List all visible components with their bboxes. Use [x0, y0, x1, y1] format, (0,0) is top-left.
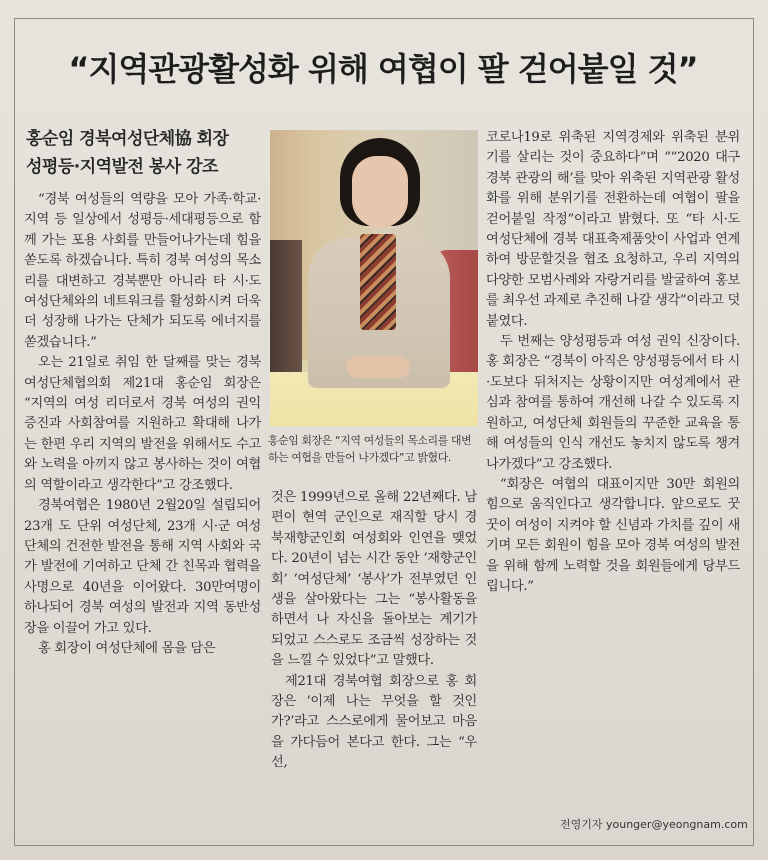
headline: “지역관광활성화 위해 여협이 팔 걷어붙일 것” — [68, 50, 698, 88]
paragraph: 것은 1999년으로 올해 22년째다. 남편이 현역 군인으로 재직할 당시 경북재향군인회 여성회와 인연을 맺었다. 20년이 넘는 시간 동안 ‘재향군인회’ ‘여성단체’ ‘봉사’가 전부였던 인생을 살아왔다는 그는 “봉사활동을 하면서 나 자신을 돌아보는 계기가 되었고 스스로도 조금씩 성장하는 것을 느낄 수 있었다”고 말했다. — [271, 490, 477, 669]
photo-caption: 홍순임 회장은 “지역 여성들의 목소리를 대변하는 여협을 만들어 나가겠다”고 밝혔다. — [268, 434, 472, 464]
paragraph: 홍 회장이 여성단체에 몸을 담은 — [38, 640, 216, 656]
article-column-1 — [24, 190, 261, 659]
paragraph: 두 번째는 양성평등과 여성 권익 신장이다. 홍 회장은 “경북이 아직은 양성평등에서 타 시·도보다 뒤처지는 상황이지만 여성계에서 관심과 참여를 통하여 개선해 나갈 수 있도록 지원하고, 여성단체 회원들의 꾸준한 교육을 통해 여성들의 인식 개선도 놓치지 않도록 챙겨 나가겠다”고 강조했다. — [486, 334, 740, 472]
article-column-2 — [271, 488, 477, 774]
portrait-photo — [270, 130, 478, 426]
paragraph: 오는 21일로 취임 한 달째를 맞는 경북여성단체협의회 제21대 홍순임 회장은 “지역의 여성 리더로서 경북 여성의 권익증진과 사회참여를 지원하고 확대해 나가는 한편 우리 지역의 발전을 위해서도 수고와 노력을 아끼지 않고 봉사하는 것이 여협의 역할이라고 생각한다”고 강조했다. — [24, 355, 261, 493]
subheadline-2: 성평등·지역발전 봉사 강조 — [26, 157, 218, 177]
byline: 전영기자 younger@yeongnam.com — [560, 818, 748, 831]
paragraph: 제21대 경북여협 회장으로 홍 회장은 ‘이제 나는 무엇을 할 것인가?’라고 스스로에게 물어보고 마음을 가다듬어 본다고 한다. 그는 “우선, — [271, 673, 477, 771]
paragraph: 경북여협은 1980년 2월20일 설립되어 23개 도 단위 여성단체, 23개 시·군 여성단체의 건전한 발전을 통해 지역 사회와 국가 발전에 기여하고 단체 간 친목과 협력을 사명으로 40년을 이어왔다. 30만여명이 하나되어 경북 여성의 발전과 지역 동반성장을 이끌어 가고 있다. — [24, 498, 261, 636]
paragraph: “경북 여성들의 역량을 모아 가족·학교·지역 등 일상에서 성평등·세대평등으로 함께 가는 포용 사회를 만들어나가는데 힘을 쏟도록 하겠습니다. 특히 경북 여성의 목소리를 대변하고 경북뿐만 아니라 타 시·도 여성단체와의 네트워크를 활성화시켜 더욱더 성장해 나가는 단체가 되도록 에너지를 쏟겠습니다.” — [24, 192, 261, 350]
paragraph: “회장은 여협의 대표이지만 30만 회원의 힘으로 움직인다고 생각합니다. 앞으로도 꿋꿋이 여성이 지켜야 할 신념과 가치를 깊이 새기며 모든 회원이 힘을 모아 경북 여성의 발전을 위해 함께 노력할 것을 회원들에게 당부드립니다.” — [486, 476, 740, 594]
subheadline-1: 홍순임 경북여성단체協 회장 — [26, 129, 229, 149]
paragraph: 코로나19로 위축된 지역경제와 위축된 분위기를 살리는 것이 중요하다”며 ““2020 대구경북 관광의 해’를 맞아 위축된 지역관광 활성화를 위해 분위기를 전환하는데 여협이 팔을 걷어붙일 작정”이라고 밝혔다. 또 “타 시·도 여성단체에 경북 대표축제품앗이 사업과 연계하여 방문할것을 협조 요청하고, 우리 지역의 다양한 모범사례와 자랑거리를 발굴하여 홍보를 최우선 과제로 추진해 나갈 생각”이라고 덧붙였다. — [486, 130, 740, 329]
article-column-3 — [486, 128, 740, 597]
